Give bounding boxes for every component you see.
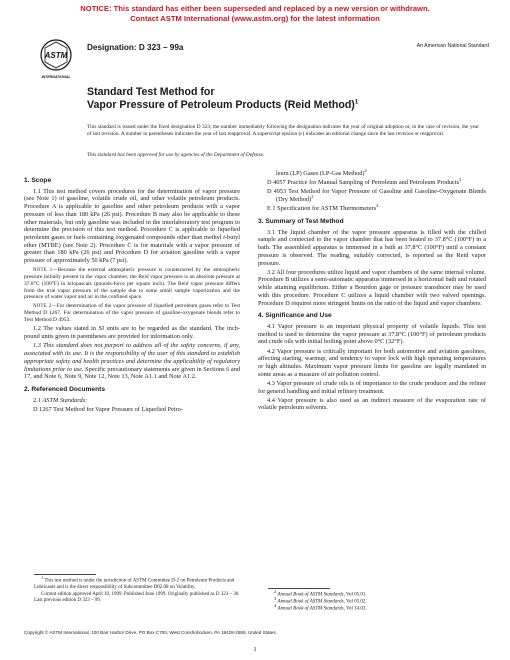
p1-1-pre: 1.1 This test method covers procedures for the determination of vapor pressure (see Note 1) of gasoline, volatile crude oil, and other volatile petroleum products. Procedure A is applicable to gasoline and other petroleum products with a vapor pressure of less than 180 kPa (26 psi). Procedure B may also be applicable to these other materials, but only gasoline was included in the interlaboratory test program to determine the precision of this test method. Procedure C is applicable to liquefied petroleum gases or fuels containing oxygenated compounds other than methyl (24, 187, 240, 241)
ref-d1267-continued (258, 167, 486, 178)
ref-e1 (258, 205, 486, 213)
p1-3-post: Specific precautionary statements are given in Sections 6 and 17, and Note 6, Note 9, Note 12, Note 13, Note A1.1 and Note A1.2. (24, 365, 240, 381)
dod-approval-statement: This standard has been approved for use by agencies of the Department of Defense. (87, 152, 265, 158)
paragraph-4-4: 4.4 Vapor pressure is also used as an indirect measure of the evaporation rate of volatile petroleum solvents. (258, 396, 486, 412)
note-2 (24, 303, 240, 324)
footnote-2-mark: 2 (274, 589, 277, 594)
p1-1-italic: t (223, 233, 225, 241)
paragraph-1-1 (24, 188, 240, 265)
p2-1-italic: ASTM Standards: (42, 396, 88, 404)
title-line-2 (87, 99, 487, 112)
footnote-3-vol: , Vol 05.02. (343, 599, 367, 605)
footnote-2-book: Annual Book of ASTM Standards (277, 592, 344, 598)
footnote-3-mark: 3 (274, 596, 277, 602)
summary-heading: 3. Summary of Test Method (258, 218, 344, 226)
footnote-4 (268, 603, 478, 613)
scope-heading: 1. Scope (24, 177, 52, 184)
note-1-label: NOTE 1— (33, 267, 58, 273)
ref-d4953-mark: 3 (311, 194, 314, 200)
paragraph-4-2: 4.2 Vapor pressure is critically important for both automotive and aviation gasolines, affecting starting, warmup, and tendency to vapor lock with high operating temperatures or high altitudes. Maximum vapor pressure limits for gasoline are legally mandated in some areas as a measure of air pollution control. (258, 347, 486, 378)
paragraph-1-2: 1.2 The values stated in SI units are to be regarded as the standard. The inch-pound units given in parentheses are provided for information only. (24, 325, 240, 341)
right-column (258, 167, 487, 414)
american-national-standard-label: An American National Standard (416, 43, 489, 49)
ref-cont-mark: 2 (364, 167, 367, 173)
footnote-1-text: This test method is under the jurisdiction of ASTM Committee D-2 on Petroleum Products and Lubricants and is the direct responsibility of Subcommittee D02.08 on Volatility. (34, 578, 235, 590)
p1-3-italic: 1.3 This standard does not purport to address all of the safety concerns, if any, associated with its use. It is the responsibility of the user of this standard to establish appropriate safety and health practices and determine the applicability of regulatory limitations prior to use. (24, 342, 240, 373)
notice-line-2: Contact ASTM International (www.astm.org) for the latest information (130, 13, 380, 23)
footnote-3-book: Annual Book of ASTM Standards (277, 599, 344, 605)
page-number: 1 (253, 646, 257, 653)
note-2-label: NOTE 2— (33, 303, 57, 309)
ref-cont-text: leum (LP) Gases (LP-Gas Method) (276, 170, 365, 177)
footnotes-left (34, 575, 240, 605)
paragraph-4-1: 4.1 Vapor pressure is an important physical property of volatile liquids. This test method is used to determine the vapor pressure at 37.8°C (100°F) of petroleum products and crude oils with initial boiling point above 0°C (32°F). (258, 322, 486, 346)
paragraph-1-3 (24, 342, 240, 381)
note-1 (24, 267, 240, 301)
title-footnote-mark: 1 (354, 98, 359, 105)
footnotes-right (268, 589, 478, 613)
footnote-rule-left (34, 574, 96, 575)
logo-subtext: INTERNATIONAL (41, 75, 71, 79)
issuance-statement: This standard is issued under the fixed designation D 323; the number immediately following the designation indicates the year of original adoption or, in the case of revision, the year of last revision. A number in parentheses indicates the year of last reapproval. A superscript epsilon (ε) indicates an editorial change since the last revision or reapproval. (87, 124, 479, 137)
copyright-line: Copyright © ASTM International, 100 Barr Harbor Drive, PO Box C700, West Conshohocken, PA 19428-2959, United States. (24, 630, 277, 635)
ref-e1-text: E 1 Specification for ASTM Thermometers (267, 205, 377, 213)
document-title (87, 86, 487, 111)
paragraph-4-3: 4.3 Vapor pressure of crude oils is of importance to the crude producer and the refiner for general handling and initial refinery treatment. (258, 379, 486, 395)
footnote-1-mark: 1 (41, 575, 44, 580)
logo-text: ASTM (44, 51, 68, 60)
paragraph-2-1 (24, 397, 240, 405)
left-column (24, 172, 240, 415)
ref-d4057-text: D 4057 Practice for Manual Sampling of Petroleum and Petroleum Products (267, 179, 460, 187)
ref-d4953 (258, 188, 486, 203)
significance-heading: 4. Significance and Use (258, 312, 332, 320)
ref-d4057-mark: 3 (459, 177, 462, 183)
footnote-1 (34, 575, 240, 591)
footnote-4-mark: 4 (274, 603, 277, 609)
footnote-4-book: Annual Book of ASTM Standards (277, 606, 344, 612)
withdrawal-notice (0, 4, 510, 23)
footnote-1b: Current edition approved April 10, 1999. Published June 1999. Originally published as D 323 – 30. Last previous edition D 323 – 99. (34, 591, 240, 603)
notice-line-1: NOTICE: This standard has either been superseded and replaced by a new version or withdrawn. (80, 4, 430, 13)
ref-d4057 (258, 179, 486, 187)
footnote-4-vol: , Vol 14.03. (343, 606, 367, 612)
ref-e1-mark: 4 (376, 203, 379, 209)
referenced-documents-heading: 2. Referenced Documents (24, 385, 105, 393)
p2-1-pre: 2.1 (33, 396, 43, 404)
note-1-text: Because the external atmospheric pressure is counteracted by the atmospheric pressure initially present in the vapor chamber, the Reid vapor pressure is an absolute pressure at 37.8°C (100°F) in kilopascals (pounds-force per square inch). The Reid vapor pressure differs from the true vapor pressure of the sample due to some small sample vaporization and the presence of water vapor and air in the confined space. (24, 266, 240, 301)
footnote-rule-right (268, 588, 330, 589)
astm-logo-icon (39, 38, 73, 80)
title-line-1: Standard Test Method for (87, 86, 215, 98)
title-line-2-text: Vapor Pressure of Petroleum Products (Reid Method) (87, 98, 355, 111)
designation: Designation: D 323 – 99a (87, 43, 184, 52)
note-2-text: For determination of the vapor pressure of liquefied petroleum gases refer to Test Method D 1267. For determination of the vapor pressure of gasoline-oxygenate blends refer to Test Method D 4953. (24, 302, 240, 323)
paragraph-3-2: 3.2 All four procedures utilize liquid and vapor chambers of the same internal volume. Procedure B utilizes a semi-automatic apparatus immersed in a horizontal bath and rotated while attaining equilibrium. Either a Bourdon gage or pressure transducer may be used with this procedure. Procedure C utilizes a liquid chamber with two valved openings. Procedure D requires more stringent limits on the ratio of the liquid and vapor chambers. (258, 268, 487, 307)
ref-d1267: D 1267 Test Method for Vapor Pressure of Liquefied Petro- (33, 405, 183, 413)
footnote-2-vol: , Vol 05.01. (343, 592, 367, 598)
p1-1-post: -butyl ether (MTBE) (see Note 2). Procedure C is for materials with a vapor pressure of greater than 180 kPa (26 psi) and Procedure D for aviation gasoline with a vapor pressure of approximately 50 kPa (7 psi). (24, 233, 240, 265)
ref-d4953-text: D 4953 Test Method for Vapor Pressure of Gasoline and Gasoline-Oxygenate Blends (Dry Method) (267, 188, 486, 204)
paragraph-3-1: 3.1 The liquid chamber of the vapor pressure apparatus is filled with the chilled sample and connected to the vapor chamber that has been heated to 37.8°C (100°F) in a bath. The assembled apparatus is immersed in a bath at 37.8°C (100°F) until a constant pressure is observed. The reading, suitably corrected, is reported as the Reid vapor pressure. (258, 228, 486, 267)
